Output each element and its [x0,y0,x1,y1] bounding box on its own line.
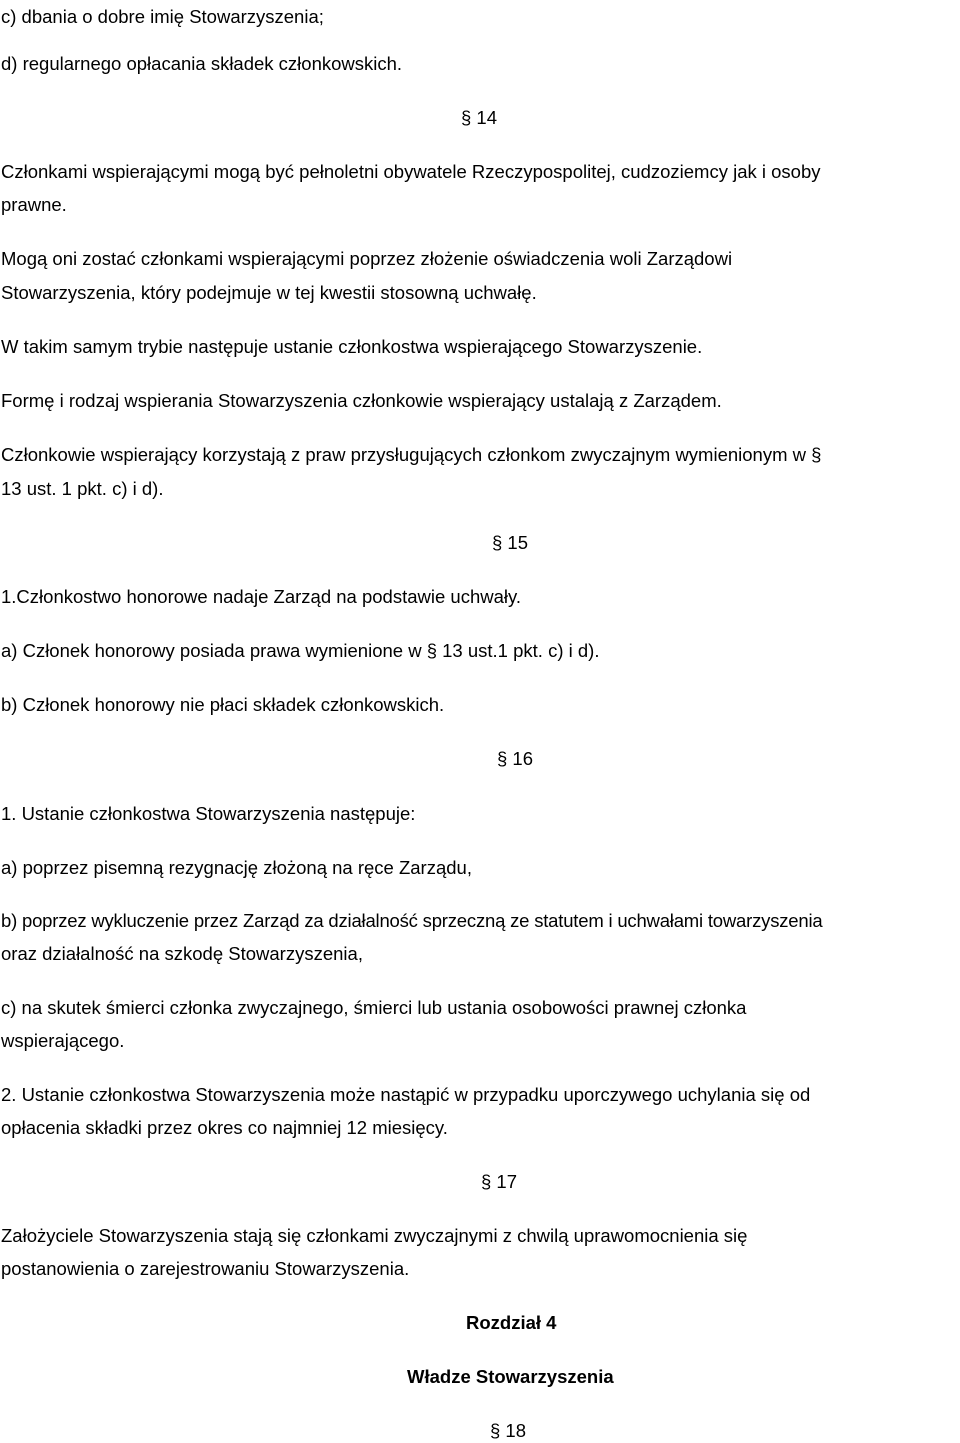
text-line: prawne. [1,194,67,215]
section-heading: § 16 [497,748,534,769]
section-heading: § 17 [481,1171,518,1192]
text-line: a) Członek honorowy posiada prawa wymienione w § 13 ust.1 pkt. c) i d). [1,640,600,661]
text-line: 1. Ustanie członkostwa Stowarzyszenia następuje: [1,803,416,824]
text-line: W takim samym trybie następuje ustanie członkostwa wspierającego Stowarzyszenie. [1,336,703,357]
section-heading: § 15 [492,532,529,553]
text-line: a) poprzez pisemną rezygnację złożoną na ręce Zarządu, [1,857,472,878]
text-line: Członkami wspierającymi mogą być pełnoletni obywatele Rzeczypospolitej, cudzoziemcy jak i osoby [1,161,821,182]
text-line: b) Członek honorowy nie płaci składek członkowskich. [1,694,445,715]
text-line: Formę i rodzaj wspierania Stowarzyszenia członkowie wspierający ustalają z Zarządem. [1,390,722,411]
section-heading: § 18 [490,1420,527,1441]
text-line: c) na skutek śmierci członka zwyczajnego, śmierci lub ustania osobowości prawnej członka [1,997,747,1018]
text-line: 13 ust. 1 pkt. c) i d). [1,478,164,499]
text-line: d) regularnego opłacania składek członkowskich. [1,53,403,74]
text-line: 1.Członkostwo honorowe nadaje Zarząd na podstawie uchwały. [1,586,522,607]
text-line: oraz działalność na szkodę Stowarzyszenia, [1,943,363,964]
text-line: wspierającego. [1,1030,125,1051]
chapter-number: Rozdział 4 [466,1312,557,1333]
text-line: 2. Ustanie członkostwa Stowarzyszenia może nastąpić w przypadku uporczywego uchylania się od [1,1084,811,1105]
text-line: Stowarzyszenia, który podejmuje w tej kwestii stosowną uchwałę. [1,282,537,303]
text-line: b) poprzez wykluczenie przez Zarząd za działalność sprzeczną ze statutem i uchwałami towarzyszenia [1,910,823,931]
text-line: opłacenia składki przez okres co najmniej 12 miesięcy. [1,1117,448,1138]
chapter-title: Władze Stowarzyszenia [407,1366,614,1387]
text-line: Założyciele Stowarzyszenia stają się członkami zwyczajnymi z chwilą uprawomocnienia się [1,1225,748,1246]
section-heading: § 14 [461,107,498,128]
text-line: c) dbania o dobre imię Stowarzyszenia; [1,6,324,27]
text-line: Członkowie wspierający korzystają z praw przysługujących członkom zwyczajnym wymienionym w § [1,444,822,465]
text-line: Mogą oni zostać członkami wspierającymi poprzez złożenie oświadczenia woli Zarządowi [1,248,733,269]
text-line: postanowienia o zarejestrowaniu Stowarzyszenia. [1,1258,410,1279]
